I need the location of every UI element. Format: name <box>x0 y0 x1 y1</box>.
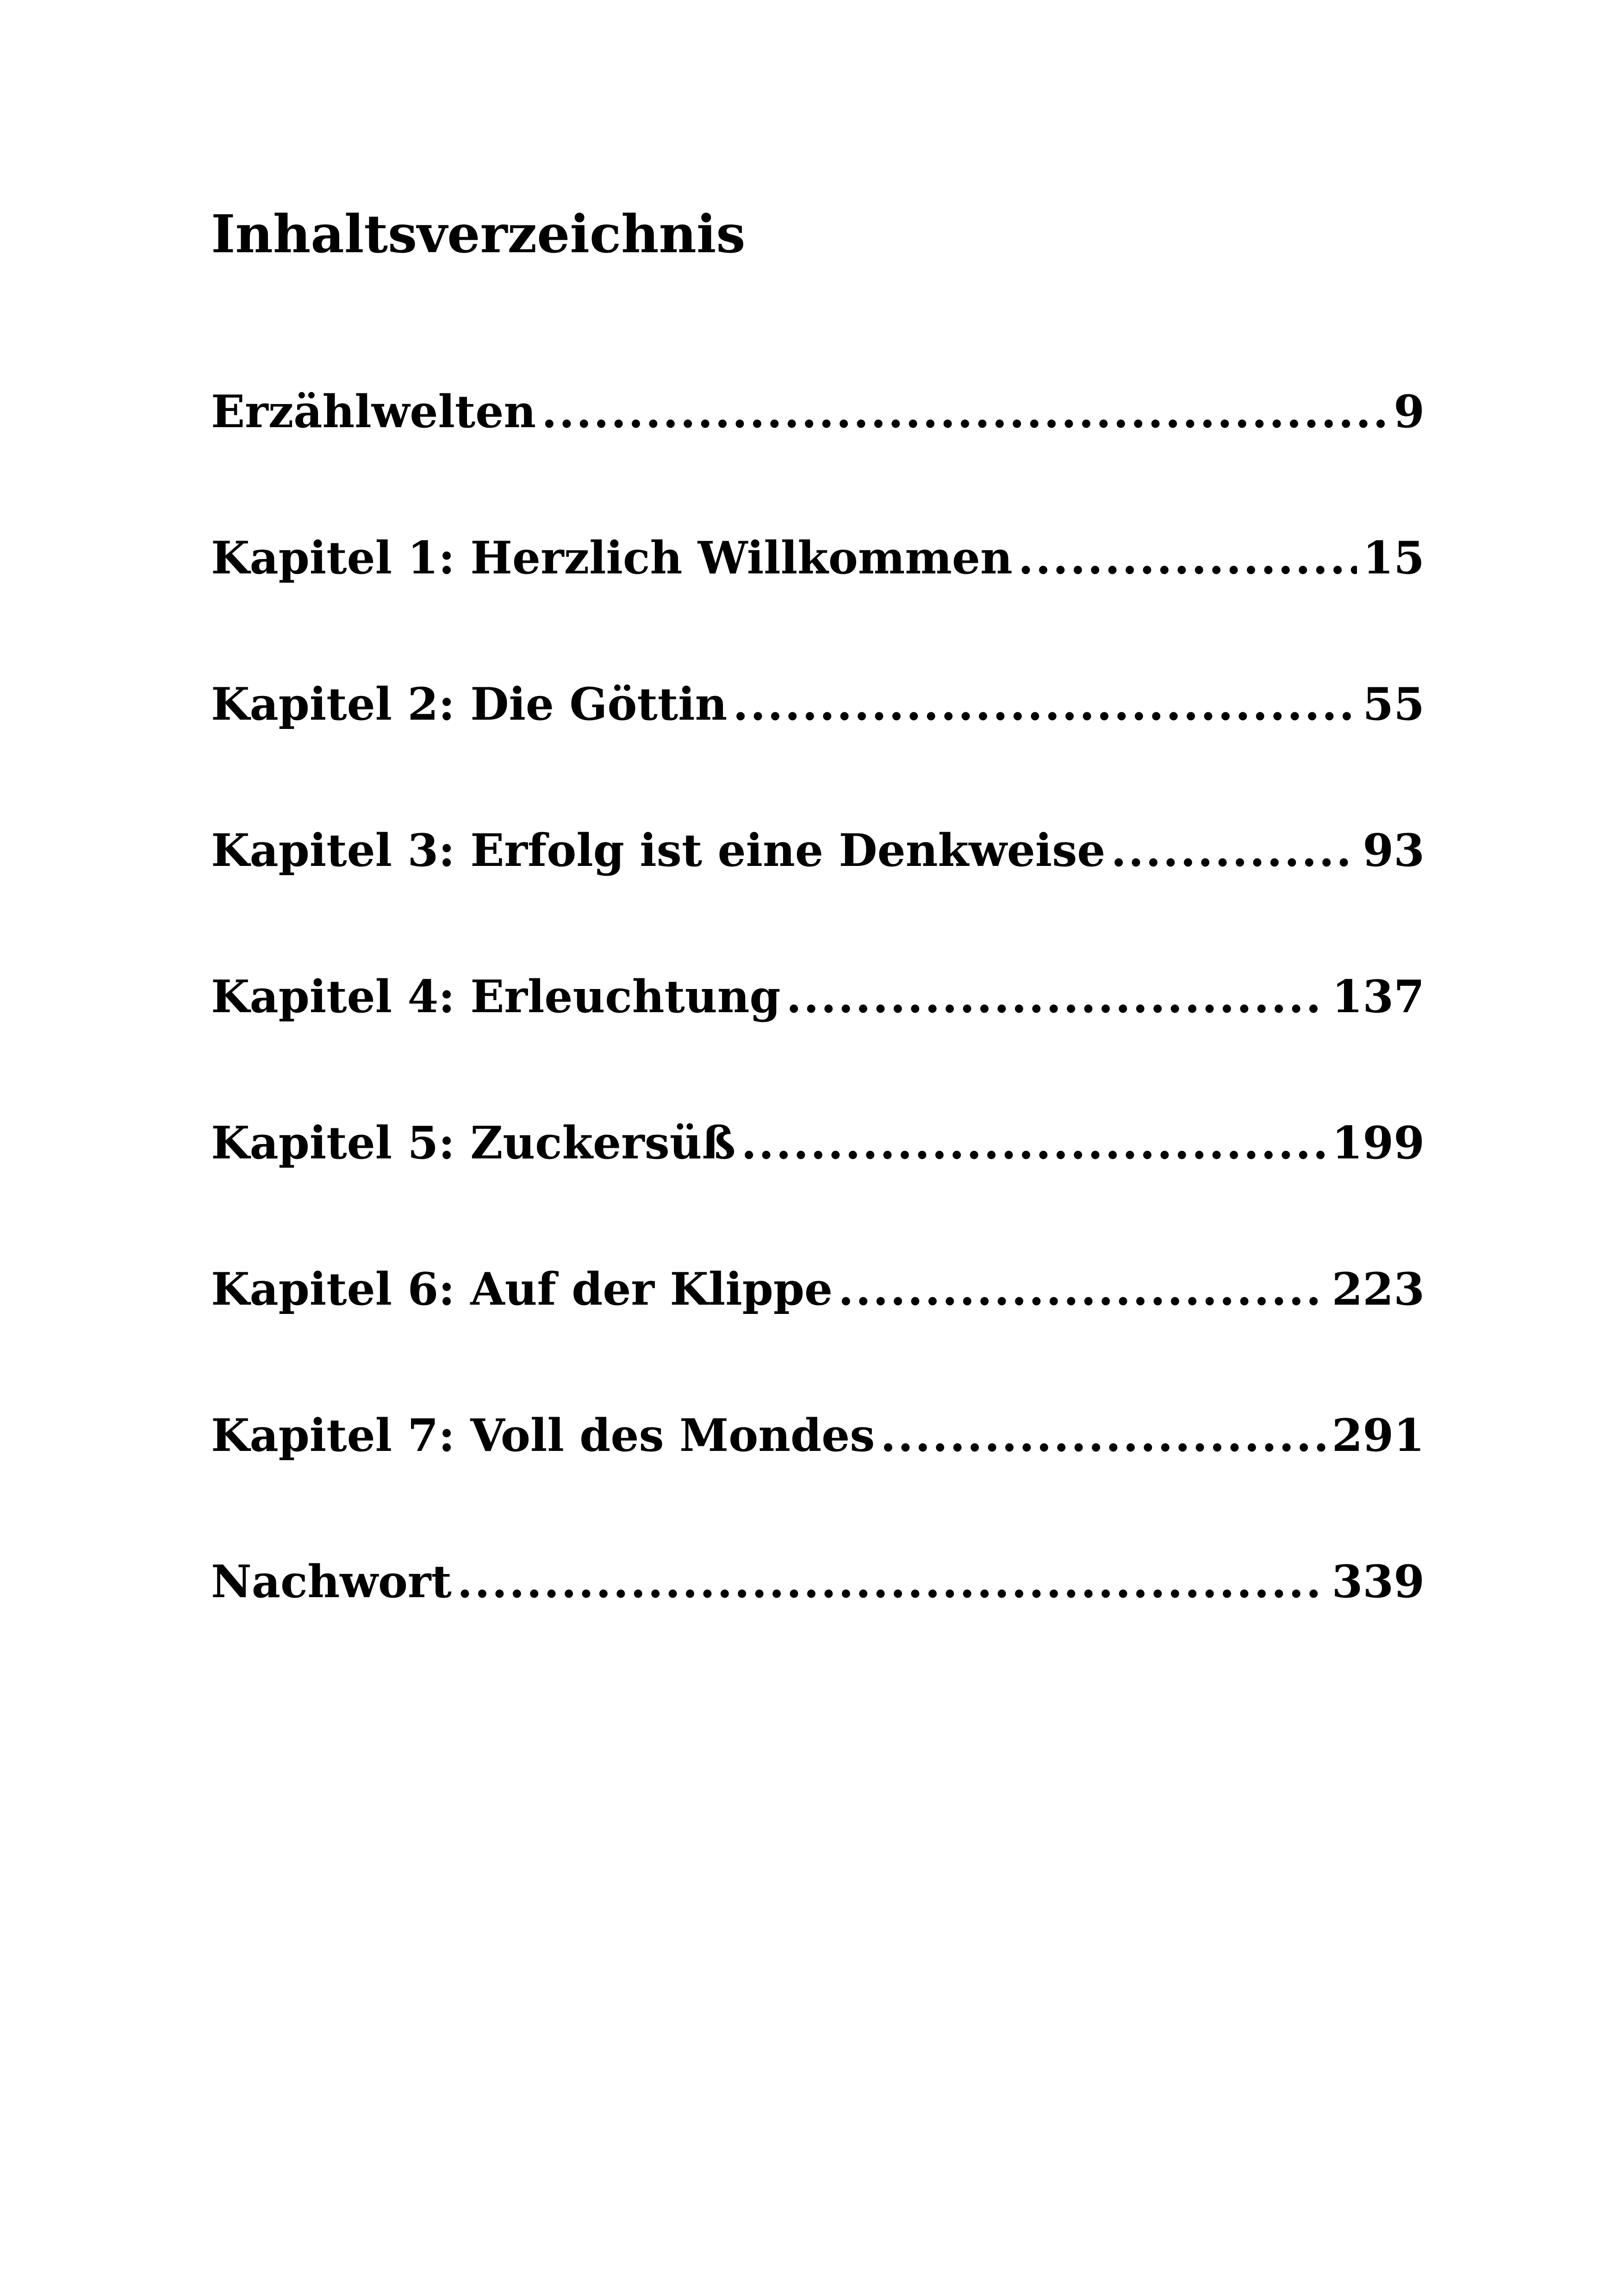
toc-entry-label: Kapitel 1: Herzlich Willkommen <box>211 532 1013 584</box>
dot-leader <box>741 1118 1326 1169</box>
toc-entry <box>211 386 1425 533</box>
toc-entry-label: Kapitel 7: Voll des Mondes <box>211 1409 875 1462</box>
toc-entry-label: Erzählwelten <box>211 386 536 438</box>
toc-entry-label: Kapitel 4: Erleuchtung <box>211 971 781 1023</box>
dot-leader <box>733 679 1357 730</box>
toc-entry-page: 199 <box>1332 1117 1425 1169</box>
toc-entry <box>211 1264 1425 1410</box>
dot-leader <box>457 1556 1326 1607</box>
toc-entry <box>211 533 1425 679</box>
dot-leader <box>1018 533 1357 584</box>
toc-entry-label: Kapitel 5: Zuckersüß <box>211 1117 736 1169</box>
toc-entry-page: 9 <box>1394 386 1425 438</box>
toc-entry <box>211 1556 1425 1703</box>
toc-entry-label: Kapitel 6: Auf der Klippe <box>211 1263 833 1315</box>
toc-entry-page: 15 <box>1363 532 1425 584</box>
dot-leader <box>880 1410 1326 1461</box>
toc-entry-label: Kapitel 3: Erfolg ist eine Denkweise <box>211 824 1106 877</box>
toc-entry-page: 291 <box>1332 1409 1425 1462</box>
toc-entry-page: 55 <box>1363 678 1425 730</box>
toc-list <box>211 386 1425 1703</box>
toc-entry <box>211 679 1425 825</box>
toc-entry-label: Nachwort <box>211 1556 452 1608</box>
toc-entry-page: 339 <box>1332 1556 1425 1608</box>
toc-entry-page: 223 <box>1332 1263 1425 1315</box>
dot-leader <box>1111 825 1357 876</box>
toc-entry <box>211 1410 1425 1556</box>
toc-entry-page: 93 <box>1363 824 1425 877</box>
toc-entry <box>211 825 1425 971</box>
dot-leader <box>838 1264 1326 1315</box>
toc-entry-page: 137 <box>1332 971 1425 1023</box>
dot-leader <box>786 971 1326 1022</box>
toc-entry-label: Kapitel 2: Die Göttin <box>211 678 728 730</box>
dot-leader <box>541 386 1388 437</box>
toc-entry <box>211 971 1425 1118</box>
toc-entry <box>211 1118 1425 1264</box>
toc-title: Inhaltsverzeichnis <box>211 204 746 265</box>
